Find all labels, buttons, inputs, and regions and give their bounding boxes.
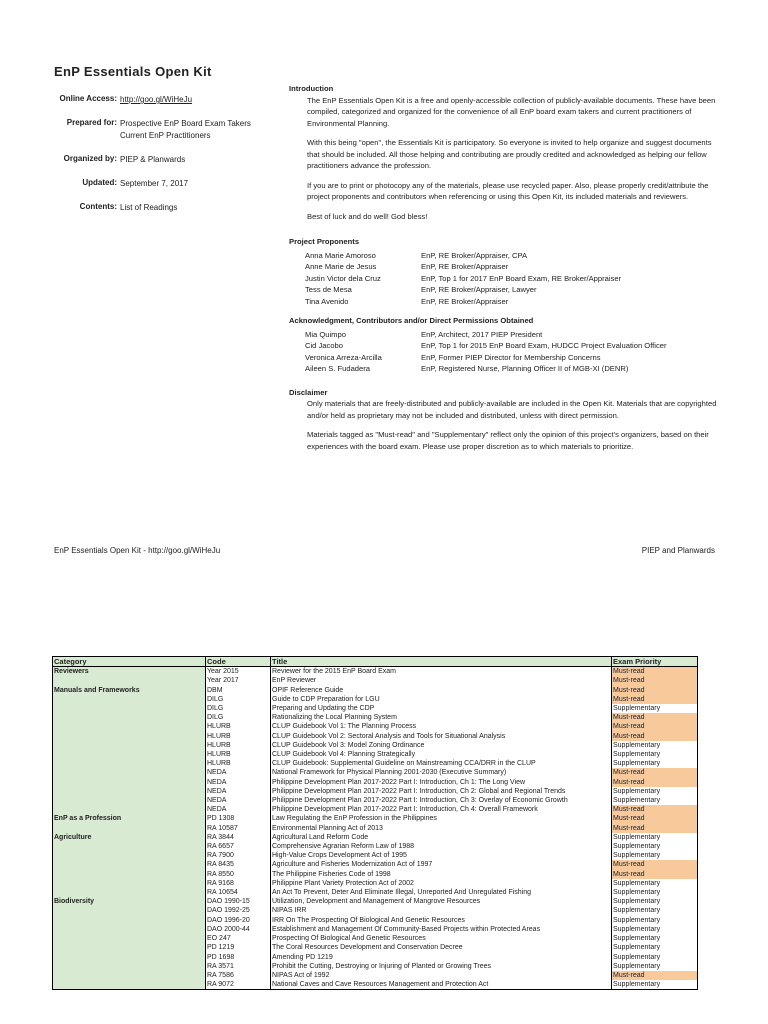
cell-priority: Supplementary	[612, 704, 698, 713]
person-row	[305, 352, 719, 364]
intro-paragraph: If you are to print or photocopy any of the materials, please use recycled paper. Also, please properly credit/attribute the project proponents and contributors when referencing or using this Open Kit, its included materials and reviewers.	[307, 180, 709, 201]
person-row	[305, 363, 719, 375]
table-row	[53, 916, 698, 925]
cell-title: Philippine Plant Variety Protection Act of 2002	[271, 879, 612, 888]
cell-code: PD 1308	[206, 814, 271, 823]
cell-priority: Supplementary	[612, 796, 698, 805]
cell-title: Utilization, Development and Management of Mangrove Resources	[271, 897, 612, 906]
cell-priority: Supplementary	[612, 741, 698, 750]
person-row	[305, 273, 719, 285]
cell-title: CLUP Guidebook Vol 2: Sectoral Analysis and Tools for Situational Analysis	[271, 732, 612, 741]
cell-code: HLURB	[206, 759, 271, 768]
table-row	[53, 741, 698, 750]
cell-priority: Supplementary	[612, 953, 698, 962]
person-name: Anne Marie de Jesus	[305, 262, 377, 271]
table-row	[53, 814, 698, 823]
cell-priority: Supplementary	[612, 962, 698, 971]
meta-updated	[40, 178, 280, 190]
table-row	[53, 897, 698, 906]
person-role: EnP, Architect, 2017 PIEP President	[421, 329, 543, 339]
cell-category: Manuals and Frameworks	[53, 686, 206, 695]
cell-title: IRR On The Prospecting Of Biological And Genetic Resources	[271, 916, 612, 925]
cell-category	[53, 943, 206, 952]
cell-category	[53, 934, 206, 943]
table-row	[53, 953, 698, 962]
cell-title: CLUP Guidebook Vol 3: Model Zoning Ordinance	[271, 741, 612, 750]
cell-code: DAO 1996-20	[206, 916, 271, 925]
cell-category	[53, 860, 206, 869]
table-row	[53, 860, 698, 869]
cell-code: RA 8550	[206, 870, 271, 879]
person-row	[305, 296, 719, 308]
cell-category	[53, 824, 206, 833]
footer-left: EnP Essentials Open Kit - http://goo.gl/WiHeJu	[54, 546, 221, 555]
cell-code: NEDA	[206, 778, 271, 787]
cell-code: RA 6657	[206, 842, 271, 851]
cell-code: NEDA	[206, 796, 271, 805]
table-row	[53, 695, 698, 704]
meta-value: September 7, 2017	[120, 179, 189, 188]
cell-category	[53, 962, 206, 971]
cell-title: Establishment and Management Of Community-Based Projects within Protected Areas	[271, 925, 612, 934]
footer-right: PIEP and Planwards	[641, 546, 715, 555]
cell-priority: Supplementary	[612, 906, 698, 915]
cell-category	[53, 741, 206, 750]
table-row	[53, 934, 698, 943]
proponents-list	[305, 250, 719, 308]
cell-priority: Supplementary	[612, 888, 698, 897]
contributors-list	[305, 329, 719, 375]
meta-organized-by	[40, 154, 280, 166]
cell-priority: Supplementary	[612, 916, 698, 925]
meta-online-access	[40, 94, 280, 106]
cell-code: RA 3844	[206, 833, 271, 842]
cell-priority: Supplementary	[612, 842, 698, 851]
meta-label: Organized by:	[63, 154, 117, 163]
online-access-link[interactable]: http://goo.gl/WiHeJu	[120, 95, 193, 104]
cell-title: Law Regulating the EnP Profession in the Philippines	[271, 814, 612, 823]
column-header-category: Category	[53, 657, 206, 667]
cell-title: Amending PD 1219	[271, 953, 612, 962]
cell-code: HLURB	[206, 722, 271, 731]
cell-title: Prohibit the Cutting, Destroying or Injuring of Planted or Growing Trees	[271, 962, 612, 971]
cell-category	[53, 704, 206, 713]
table-row	[53, 833, 698, 842]
cell-code: RA 7586	[206, 971, 271, 980]
contributors-heading: Acknowledgment, Contributors and/or Direct Permissions Obtained	[289, 316, 534, 325]
cell-priority: Supplementary	[612, 879, 698, 888]
cell-category	[53, 916, 206, 925]
person-name: Tina Avenido	[305, 296, 349, 306]
cell-code: PD 1698	[206, 953, 271, 962]
cell-code: DAO 1990-15	[206, 897, 271, 906]
cell-title: An Act To Prevent, Deter And Eliminate Illegal, Unreported And Unregulated Fishing	[271, 888, 612, 897]
cell-category	[53, 879, 206, 888]
cell-category: Agriculture	[53, 833, 206, 842]
cell-code: RA 7900	[206, 851, 271, 860]
cell-code: DILG	[206, 713, 271, 722]
cell-category	[53, 851, 206, 860]
table-row	[53, 888, 698, 897]
table-row	[53, 824, 698, 833]
meta-label: Updated:	[82, 178, 117, 187]
disclaimer-heading: Disclaimer	[289, 387, 328, 397]
table-row	[53, 879, 698, 888]
cell-code: HLURB	[206, 750, 271, 759]
table-row	[53, 667, 698, 677]
cell-category	[53, 695, 206, 704]
table-row	[53, 704, 698, 713]
disclaimer-paragraph: Only materials that are freely-distributed and publicly-available are included in the Open Kit. Materials that are copyrighted and/or held as proprietary may not be included and distributed, unless with direct permission.	[307, 399, 717, 420]
cell-title: NIPAS Act of 1992	[271, 971, 612, 980]
right-column	[289, 83, 719, 460]
column-header-priority: Exam Priority	[612, 657, 698, 667]
cell-category	[53, 722, 206, 731]
intro-paragraph: With this being "open", the Essentials Kit is participatory. So everyone is invited to help organize and suggest documents that should be included. All those helping and contributing are proudly credited and acknowledged as helping our fellow practitioners advance the profession.	[307, 138, 712, 170]
cell-category	[53, 953, 206, 962]
person-name: Cid Jacobo	[305, 341, 343, 350]
cell-category	[53, 732, 206, 741]
cell-title: CLUP Guidebook Vol 4: Planning Strategically	[271, 750, 612, 759]
cell-title: National Caves and Cave Resources Management and Protection Act	[271, 980, 612, 990]
cell-title: Philippine Development Plan 2017-2022 Part I: Introduction, Ch 3: Overlay of Economic Growth	[271, 796, 612, 805]
table-row	[53, 980, 698, 990]
cell-category	[53, 778, 206, 787]
cell-code: NEDA	[206, 768, 271, 777]
table-row	[53, 870, 698, 879]
person-role: EnP, Registered Nurse, Planning Officer II of MGB-XI (DENR)	[421, 364, 629, 373]
cell-code: Year 2017	[206, 676, 271, 685]
table-row	[53, 686, 698, 695]
table-row	[53, 713, 698, 722]
cell-priority: Must-read	[612, 713, 698, 722]
cell-title: Prospecting Of Biological And Genetic Resources	[271, 934, 612, 943]
cell-category	[53, 925, 206, 934]
cell-category	[53, 796, 206, 805]
person-name: Anna Marie Amoroso	[305, 250, 376, 260]
cell-priority: Supplementary	[612, 759, 698, 768]
cell-title: OPIF Reference Guide	[271, 686, 612, 695]
person-role: EnP, Top 1 for 2017 EnP Board Exam, RE Broker/Appraiser	[421, 273, 622, 283]
table-row	[53, 722, 698, 731]
intro-paragraph: The EnP Essentials Open Kit is a free and openly-accessible collection of publicly-available documents. These have been compiled, categorized and organized for the convenience of all EnP board exam takers and current practitioners of Environmental Planning.	[307, 95, 716, 128]
person-row	[305, 284, 719, 296]
table-row	[53, 971, 698, 980]
person-row	[305, 329, 719, 341]
person-row	[305, 261, 719, 273]
cell-priority: Must-read	[612, 814, 698, 823]
cell-title: Agricultural Land Reform Code	[271, 833, 612, 842]
page-title: EnP Essentials Open Kit	[54, 64, 212, 79]
cell-title: High-Value Crops Development Act of 1995	[271, 851, 612, 860]
cell-category: Biodiversity	[53, 897, 206, 906]
cell-category	[53, 980, 206, 990]
person-name: Justin Victor dela Cruz	[305, 273, 381, 283]
cell-code: Year 2015	[206, 667, 271, 677]
cell-priority: Must-read	[612, 676, 698, 685]
cell-priority: Must-read	[612, 695, 698, 704]
table-row	[53, 759, 698, 768]
table-row	[53, 787, 698, 796]
cell-title: CLUP Guidebook: Supplemental Guideline on Mainstreaming CCA/DRR in the CLUP	[271, 759, 612, 768]
person-name: Aileen S. Fudadera	[305, 364, 371, 373]
meta-label: Online Access:	[59, 94, 117, 103]
table-row	[53, 732, 698, 741]
cell-title: NIPAS IRR	[271, 906, 612, 915]
cell-code: EO 247	[206, 934, 271, 943]
cell-title: Guide to CDP Preparation for LGU	[271, 695, 612, 704]
column-header-title: Title	[271, 657, 612, 667]
meta-value: Prospective EnP Board Exam Takers Current EnP Practitioners	[120, 119, 251, 140]
cell-priority: Must-read	[612, 778, 698, 787]
meta-label: Contents:	[79, 202, 117, 211]
person-row	[305, 250, 719, 262]
cell-priority: Must-read	[612, 686, 698, 695]
cell-code: RA 8435	[206, 860, 271, 869]
cell-category	[53, 971, 206, 980]
cell-category	[53, 870, 206, 879]
cell-category	[53, 906, 206, 915]
cell-priority: Supplementary	[612, 833, 698, 842]
cell-title: Preparing and Updating the CDP	[271, 704, 612, 713]
cell-title: Reviewer for the 2015 EnP Board Exam	[271, 667, 612, 677]
table-header-row	[53, 657, 698, 667]
person-role: EnP, Top 1 for 2015 EnP Board Exam, HUDCC Project Evaluation Officer	[421, 341, 667, 350]
cell-title: Philippine Development Plan 2017-2022 Part I: Introduction, Ch 4: Overall Framework	[271, 805, 612, 814]
cell-code: RA 3571	[206, 962, 271, 971]
cell-title: CLUP Guidebook Vol 1: The Planning Process	[271, 722, 612, 731]
intro-paragraph: Best of luck and do well! God bless!	[307, 211, 428, 221]
cell-category	[53, 768, 206, 777]
cell-code: RA 9072	[206, 980, 271, 990]
cell-priority: Must-read	[612, 722, 698, 731]
cell-title: EnP Reviewer	[271, 676, 612, 685]
cell-priority: Must-read	[612, 860, 698, 869]
table-row	[53, 778, 698, 787]
cell-priority: Supplementary	[612, 897, 698, 906]
cell-code: DAO 1992-25	[206, 906, 271, 915]
cell-code: RA 9168	[206, 879, 271, 888]
cell-priority: Must-read	[612, 732, 698, 741]
table-row	[53, 805, 698, 814]
cell-code: HLURB	[206, 732, 271, 741]
cell-priority: Must-read	[612, 768, 698, 777]
table-row	[53, 943, 698, 952]
person-role: EnP, RE Broker/Appraiser	[421, 296, 509, 306]
table-row	[53, 796, 698, 805]
cell-code: DILG	[206, 704, 271, 713]
cell-category	[53, 713, 206, 722]
cell-code: DBM	[206, 686, 271, 695]
cell-title: National Framework for Physical Planning 2001-2030 (Executive Summary)	[271, 768, 612, 777]
person-name: Mia Quimpo	[305, 329, 346, 339]
cell-title: The Philippine Fisheries Code of 1998	[271, 870, 612, 879]
cell-priority: Must-read	[612, 824, 698, 833]
cell-category	[53, 759, 206, 768]
cell-category	[53, 842, 206, 851]
cell-category	[53, 805, 206, 814]
meta-label: Prepared for:	[66, 118, 117, 127]
person-role: EnP, Former PIEP Director for Membership Concerns	[421, 352, 601, 362]
table-row	[53, 842, 698, 851]
disclaimer-paragraph: Materials tagged as "Must-read" and "Supplementary" reflect only the opinion of this project's organizers, based on their experiences with the board exam. Please use proper discretion as to which materials to prioritize.	[307, 430, 709, 451]
person-row	[305, 340, 719, 352]
meta-contents	[40, 202, 280, 214]
table-row	[53, 851, 698, 860]
cell-title: Comprehensive Agrarian Reform Law of 1988	[271, 842, 612, 851]
cell-priority: Supplementary	[612, 787, 698, 796]
cell-category	[53, 888, 206, 897]
cell-priority: Must-read	[612, 805, 698, 814]
person-role: EnP, RE Broker/Appraiser, Lawyer	[421, 285, 537, 294]
table-row	[53, 676, 698, 685]
meta-info	[40, 94, 280, 226]
cell-priority: Supplementary	[612, 980, 698, 990]
cell-category	[53, 750, 206, 759]
table-row	[53, 925, 698, 934]
cell-priority: Must-read	[612, 971, 698, 980]
cell-code: DAO 2000-44	[206, 925, 271, 934]
cell-title: Philippine Development Plan 2017-2022 Part I: Introduction, Ch 1: The Long View	[271, 778, 612, 787]
person-role: EnP, RE Broker/Appraiser, CPA	[421, 250, 528, 260]
meta-prepared-for	[40, 118, 280, 142]
cell-priority: Supplementary	[612, 943, 698, 952]
cell-code: NEDA	[206, 805, 271, 814]
table-row	[53, 962, 698, 971]
cell-priority: Supplementary	[612, 925, 698, 934]
cell-priority: Supplementary	[612, 851, 698, 860]
cell-code: RA 10654	[206, 888, 271, 897]
cell-priority: Must-read	[612, 667, 698, 677]
intro-heading: Introduction	[289, 84, 334, 93]
column-header-code: Code	[206, 657, 271, 667]
cell-category	[53, 676, 206, 685]
person-name: Tess de Mesa	[305, 285, 352, 294]
cell-code: RA 10587	[206, 824, 271, 833]
table-row	[53, 768, 698, 777]
cell-category	[53, 787, 206, 796]
table-body	[53, 667, 698, 990]
cell-title: Rationalizing the Local Planning System	[271, 713, 612, 722]
cell-title: Agriculture and Fisheries Modernization Act of 1997	[271, 860, 612, 869]
cell-priority: Must-read	[612, 870, 698, 879]
readings-table	[52, 656, 698, 990]
cell-code: HLURB	[206, 741, 271, 750]
person-role: EnP, RE Broker/Appraiser	[421, 262, 509, 271]
person-name: Veronica Arreza-Arcilla	[305, 352, 382, 362]
cell-code: NEDA	[206, 787, 271, 796]
cell-priority: Supplementary	[612, 934, 698, 943]
meta-value: List of Readings	[120, 203, 178, 212]
cell-title: Environmental Planning Act of 2013	[271, 824, 612, 833]
cell-priority: Supplementary	[612, 750, 698, 759]
proponents-heading: Project Proponents	[289, 237, 360, 246]
table-row	[53, 906, 698, 915]
cell-category: EnP as a Profession	[53, 814, 206, 823]
cell-code: PD 1219	[206, 943, 271, 952]
cell-title: The Coral Resources Development and Conservation Decree	[271, 943, 612, 952]
meta-value: PIEP & Planwards	[120, 155, 186, 164]
cell-category: Reviewers	[53, 667, 206, 677]
table-row	[53, 750, 698, 759]
cell-code: DILG	[206, 695, 271, 704]
cell-title: Philippine Development Plan 2017-2022 Part I: Introduction, Ch 2: Global and Regional Trends	[271, 787, 612, 796]
